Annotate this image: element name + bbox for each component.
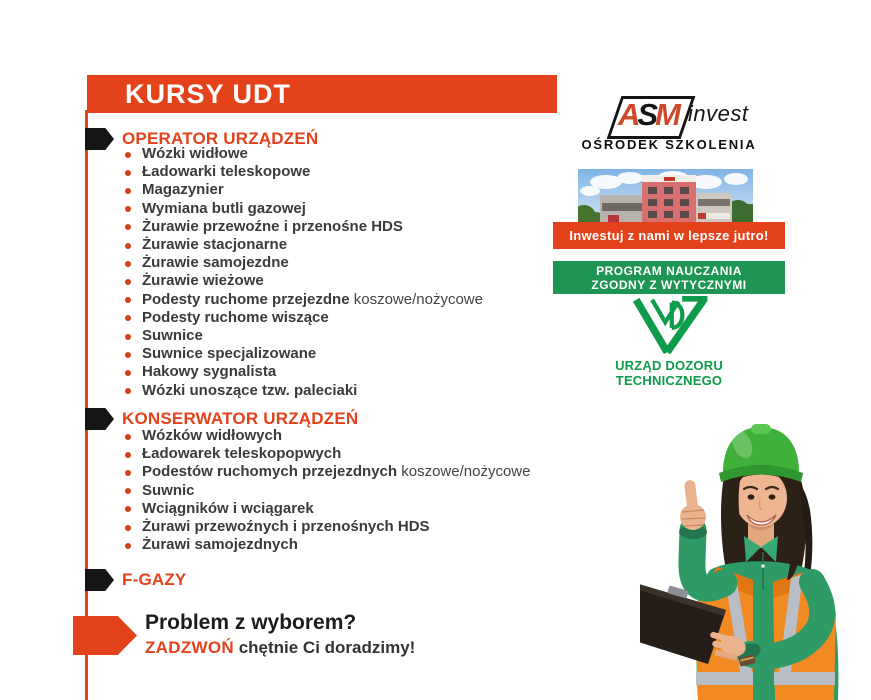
list-item-text: Magazynier — [142, 181, 224, 199]
cta-arrow-icon — [73, 616, 137, 655]
cta-rest: chętnie Ci doradzimy! — [233, 638, 416, 657]
list-item — [122, 254, 483, 272]
list-item — [122, 218, 483, 236]
section-heading-fgazy: F-GAZY — [122, 570, 187, 589]
section-heading-operator: OPERATOR URZĄDZEŃ — [122, 129, 319, 148]
list-item-text: Ładowarki teleskopowe — [142, 163, 311, 181]
list-item — [122, 500, 530, 518]
section-arrow-icon — [85, 408, 114, 430]
list-item-text: Hakowy sygnalista — [142, 363, 277, 381]
program-banner — [553, 261, 785, 294]
list-item-text: Wciągników i wciągarek — [142, 499, 314, 517]
cta-line2 — [145, 638, 415, 658]
list-item-text: Ładowarek teleskopopwych — [142, 445, 342, 463]
list-item-text: Żurawie wieżowe — [142, 272, 264, 290]
list-item-text: Suwnice — [142, 327, 203, 345]
section-arrow-icon — [85, 128, 114, 150]
list-item — [122, 181, 483, 199]
udt-logo-icon — [629, 296, 709, 356]
asm-letter-a: A — [618, 97, 638, 132]
list-item — [122, 382, 483, 400]
program-banner-line1: PROGRAM NAUCZANIA — [596, 263, 742, 278]
list-item — [122, 309, 483, 327]
asm-letter-s: S — [637, 97, 656, 132]
list-item — [122, 163, 483, 181]
section-heading-konserwator: KONSERWATOR URZĄDZEŃ — [122, 409, 359, 428]
operator-course-list — [122, 145, 483, 400]
section-arrow-icon — [85, 569, 114, 591]
list-item-text: Wózki widłowe — [142, 145, 248, 162]
list-item — [122, 200, 483, 218]
cta-highlight: ZADZWOŃ — [145, 638, 234, 657]
list-item-text: Żurawi samojezdnych — [142, 536, 298, 554]
list-item — [122, 327, 483, 345]
list-item-text: Suwnice specjalizowane — [142, 345, 317, 363]
list-item-text: Żurawie stacjonarne — [142, 236, 288, 254]
konserwator-course-list — [122, 427, 530, 554]
asm-letter-m: M — [655, 97, 678, 132]
list-item-text: Wymiana butli gazowej — [142, 199, 306, 217]
building-photo-graphic — [578, 169, 753, 228]
list-item — [122, 427, 530, 445]
list-item — [122, 445, 530, 463]
udt-text-line1: URZĄD DOZORU — [615, 358, 723, 373]
list-item — [122, 145, 483, 163]
list-item — [122, 345, 483, 363]
udt-text-line2: TECHNICZNEGO — [615, 373, 723, 388]
list-item — [122, 272, 483, 290]
list-item-text: Podesty ruchome wiszące — [142, 308, 329, 326]
list-item-text: Podestów ruchomych przejezdnych — [142, 463, 398, 481]
list-item — [122, 518, 530, 536]
building-photo — [578, 169, 753, 228]
invest-banner: Inwestuj z nami w lepsze jutro! — [553, 222, 785, 249]
list-item-subtext: koszowe/nożycowe — [349, 290, 483, 308]
list-item — [122, 291, 483, 309]
cta-question: Problem z wyborem? — [145, 611, 357, 634]
left-accent-line — [85, 110, 88, 700]
list-item-text: Wózki unoszące tzw. paleciaki — [142, 381, 358, 399]
trainer-photo-graphic — [640, 420, 871, 700]
list-item-text: Żurawie przewoźne i przenośne HDS — [142, 217, 403, 235]
list-item — [122, 363, 483, 381]
list-item-text: Żurawie samojezdne — [142, 254, 289, 272]
asm-logo — [618, 96, 678, 133]
header-bar — [87, 75, 557, 113]
asm-logo-suffix: invest — [688, 101, 749, 126]
list-item-subtext: koszowe/nożycowe — [397, 463, 531, 481]
list-item-text: Suwnic — [142, 481, 195, 499]
brand-subtitle: OŚRODEK SZKOLENIA — [581, 137, 757, 152]
program-banner-line2: ZGODNY Z WYTYCZNYMI — [591, 277, 747, 292]
list-item-text: Wózków widłowych — [142, 427, 283, 444]
trainer-photo — [640, 420, 871, 700]
list-item — [122, 463, 530, 481]
list-item-text: Podesty ruchome przejezdne — [142, 290, 350, 308]
list-item-text: Żurawi przewoźnych i przenośnych HDS — [142, 518, 430, 536]
list-item — [122, 236, 483, 254]
list-item — [122, 482, 530, 500]
list-item — [122, 536, 530, 554]
page-title: KURSY UDT — [125, 79, 292, 109]
